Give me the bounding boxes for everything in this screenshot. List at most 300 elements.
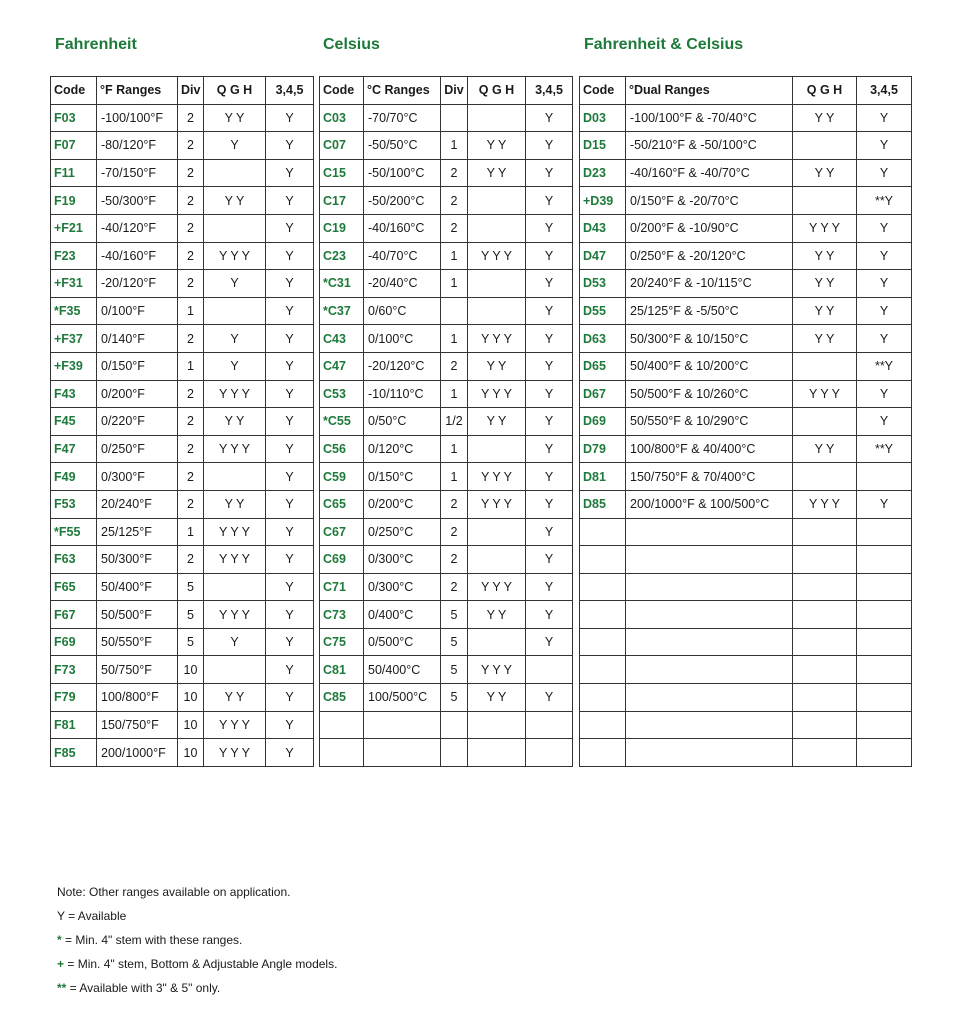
note-line — [57, 880, 337, 904]
code-cell: *C31 — [320, 270, 364, 298]
range-cell: 0/150°C — [364, 463, 441, 491]
range-cell: 50/400°F & 10/200°C — [626, 352, 793, 380]
table-row — [320, 601, 573, 629]
table-row — [51, 656, 314, 684]
value-cell: 5 — [178, 628, 204, 656]
range-cell: -40/120°F — [97, 214, 178, 242]
table-row — [320, 684, 573, 712]
range-cell: 50/500°F — [97, 601, 178, 629]
range-cell — [626, 546, 793, 574]
value-cell — [857, 684, 912, 712]
value-cell — [526, 656, 573, 684]
table-row — [51, 518, 314, 546]
value-cell — [793, 656, 857, 684]
value-cell: Y — [526, 601, 573, 629]
value-cell — [793, 352, 857, 380]
value-cell: 1 — [178, 297, 204, 325]
code-cell: C47 — [320, 352, 364, 380]
value-cell: Y — [266, 380, 314, 408]
value-cell — [468, 104, 526, 132]
value-cell: Y — [857, 297, 912, 325]
value-cell: Y Y Y — [204, 546, 266, 574]
value-cell: Y — [526, 325, 573, 353]
value-cell — [857, 518, 912, 546]
value-cell — [793, 132, 857, 160]
value-cell: Y — [266, 242, 314, 270]
value-cell: Y Y — [793, 159, 857, 187]
value-cell — [468, 297, 526, 325]
table-row — [320, 104, 573, 132]
code-cell: F03 — [51, 104, 97, 132]
value-cell: Y — [857, 270, 912, 298]
range-cell: -70/70°C — [364, 104, 441, 132]
range-cell: -40/160°F & -40/70°C — [626, 159, 793, 187]
code-cell: C85 — [320, 684, 364, 712]
value-cell: 2 — [441, 352, 468, 380]
table-row — [51, 546, 314, 574]
code-cell: F73 — [51, 656, 97, 684]
table-row — [51, 214, 314, 242]
value-cell: Y — [857, 408, 912, 436]
table-row — [580, 628, 912, 656]
value-cell: Y — [266, 684, 314, 712]
range-cell: 0/200°F & -10/90°C — [626, 214, 793, 242]
value-cell: Y — [857, 490, 912, 518]
table-row — [580, 380, 912, 408]
value-cell: 10 — [178, 656, 204, 684]
value-cell: Y — [266, 628, 314, 656]
value-cell: 1/2 — [441, 408, 468, 436]
code-cell: C59 — [320, 463, 364, 491]
value-cell: **Y — [857, 352, 912, 380]
value-cell: Y Y Y — [793, 214, 857, 242]
value-cell: Y Y Y — [468, 463, 526, 491]
table-row — [51, 297, 314, 325]
range-cell: 0/250°C — [364, 518, 441, 546]
value-cell: Y — [526, 187, 573, 215]
range-cell: 0/100°C — [364, 325, 441, 353]
range-cell: -20/120°C — [364, 352, 441, 380]
column-header: Q G H — [793, 77, 857, 105]
column-header: 3,4,5 — [266, 77, 314, 105]
code-cell: D69 — [580, 408, 626, 436]
table-row — [320, 242, 573, 270]
value-cell: Y — [266, 463, 314, 491]
table-row — [580, 159, 912, 187]
value-cell: 2 — [441, 573, 468, 601]
range-cell — [364, 739, 441, 767]
code-cell: C19 — [320, 214, 364, 242]
table-row — [320, 546, 573, 574]
table-row — [580, 352, 912, 380]
fahrenheit-section-title: Fahrenheit — [55, 36, 137, 53]
code-cell: +F21 — [51, 214, 97, 242]
value-cell: 5 — [441, 601, 468, 629]
code-cell: *F55 — [51, 518, 97, 546]
table-row — [320, 518, 573, 546]
value-cell: Y Y Y — [468, 573, 526, 601]
value-cell: Y Y Y — [204, 739, 266, 767]
range-cell: -50/200°C — [364, 187, 441, 215]
range-cell — [626, 711, 793, 739]
range-cell: 0/150°F — [97, 352, 178, 380]
code-cell: F67 — [51, 601, 97, 629]
code-cell: D53 — [580, 270, 626, 298]
table-row — [580, 711, 912, 739]
code-cell: C03 — [320, 104, 364, 132]
value-cell: Y Y — [468, 601, 526, 629]
range-cell: 50/400°F — [97, 573, 178, 601]
table-row — [51, 187, 314, 215]
table-header-row — [580, 77, 912, 105]
value-cell: Y — [526, 214, 573, 242]
value-cell: Y — [266, 214, 314, 242]
range-cell: 150/750°F & 70/400°C — [626, 463, 793, 491]
value-cell: Y — [266, 297, 314, 325]
range-cell: 0/220°F — [97, 408, 178, 436]
value-cell: 2 — [441, 546, 468, 574]
value-cell — [204, 463, 266, 491]
table-row — [320, 656, 573, 684]
range-cell: 100/800°F & 40/400°C — [626, 435, 793, 463]
range-cell: -50/210°F & -50/100°C — [626, 132, 793, 160]
value-cell: Y — [857, 242, 912, 270]
value-cell — [468, 739, 526, 767]
value-cell: Y — [266, 325, 314, 353]
table-row — [320, 159, 573, 187]
value-cell: 10 — [178, 711, 204, 739]
table-row — [320, 270, 573, 298]
range-cell: 50/400°C — [364, 656, 441, 684]
value-cell: 2 — [178, 463, 204, 491]
value-cell — [793, 573, 857, 601]
value-cell: 2 — [178, 408, 204, 436]
value-cell: Y Y — [793, 297, 857, 325]
table-row — [320, 408, 573, 436]
code-cell — [320, 739, 364, 767]
table-row — [320, 739, 573, 767]
code-cell: D15 — [580, 132, 626, 160]
code-cell: F45 — [51, 408, 97, 436]
value-cell: Y Y — [793, 104, 857, 132]
range-cell: -50/50°C — [364, 132, 441, 160]
note-line — [57, 904, 337, 928]
value-cell: **Y — [857, 435, 912, 463]
value-cell — [468, 214, 526, 242]
value-cell: Y Y — [793, 242, 857, 270]
table-row — [320, 214, 573, 242]
value-cell: 2 — [178, 159, 204, 187]
value-cell: 2 — [441, 159, 468, 187]
code-cell: D85 — [580, 490, 626, 518]
value-cell: Y — [204, 270, 266, 298]
column-header: Q G H — [468, 77, 526, 105]
table-row — [51, 628, 314, 656]
table-row — [320, 132, 573, 160]
range-cell — [626, 656, 793, 684]
value-cell: Y — [857, 214, 912, 242]
value-cell: Y Y — [204, 408, 266, 436]
code-cell: C23 — [320, 242, 364, 270]
value-cell: Y — [266, 546, 314, 574]
code-cell: C65 — [320, 490, 364, 518]
table-row — [580, 546, 912, 574]
value-cell: Y Y Y — [204, 380, 266, 408]
table-row — [51, 270, 314, 298]
column-header: Code — [320, 77, 364, 105]
value-cell: 1 — [441, 132, 468, 160]
value-cell: 2 — [178, 214, 204, 242]
note-text: Note: Other ranges available on application. — [57, 885, 291, 899]
range-cell: 0/60°C — [364, 297, 441, 325]
table-row — [51, 573, 314, 601]
value-cell — [857, 463, 912, 491]
value-cell: Y — [526, 490, 573, 518]
value-cell: Y — [526, 270, 573, 298]
table-row — [580, 242, 912, 270]
table-row — [580, 518, 912, 546]
value-cell: Y — [266, 573, 314, 601]
range-cell: -20/40°C — [364, 270, 441, 298]
value-cell: 2 — [441, 187, 468, 215]
value-cell — [204, 573, 266, 601]
value-cell — [857, 739, 912, 767]
value-cell: Y — [266, 490, 314, 518]
value-cell: Y Y Y — [468, 656, 526, 684]
value-cell: Y — [266, 132, 314, 160]
code-cell: C73 — [320, 601, 364, 629]
table-row — [51, 601, 314, 629]
value-cell: Y Y — [468, 352, 526, 380]
notes-block — [57, 880, 337, 1000]
code-cell: D03 — [580, 104, 626, 132]
value-cell: 2 — [441, 518, 468, 546]
value-cell: 1 — [441, 463, 468, 491]
range-cell: 200/1000°F & 100/500°C — [626, 490, 793, 518]
value-cell: Y Y Y — [204, 435, 266, 463]
value-cell: Y — [857, 132, 912, 160]
table-row — [320, 187, 573, 215]
range-cell: -40/160°F — [97, 242, 178, 270]
code-cell: D23 — [580, 159, 626, 187]
value-cell: Y Y — [793, 325, 857, 353]
value-cell: 2 — [178, 546, 204, 574]
range-cell — [626, 739, 793, 767]
value-cell: Y — [204, 352, 266, 380]
range-cell: 50/550°F & 10/290°C — [626, 408, 793, 436]
range-cell — [364, 711, 441, 739]
value-cell: Y — [526, 518, 573, 546]
code-cell: F81 — [51, 711, 97, 739]
range-cell: -80/120°F — [97, 132, 178, 160]
code-cell — [580, 711, 626, 739]
code-cell: D47 — [580, 242, 626, 270]
value-cell: **Y — [857, 187, 912, 215]
value-cell: 2 — [178, 270, 204, 298]
table-row — [51, 711, 314, 739]
value-cell — [793, 628, 857, 656]
table-row — [580, 104, 912, 132]
value-cell — [793, 711, 857, 739]
value-cell: 1 — [441, 325, 468, 353]
table-row — [51, 684, 314, 712]
value-cell: Y Y Y — [468, 325, 526, 353]
code-cell — [320, 711, 364, 739]
code-cell: C53 — [320, 380, 364, 408]
note-symbol: * — [57, 933, 62, 947]
value-cell: 5 — [178, 573, 204, 601]
value-cell — [468, 628, 526, 656]
value-cell — [468, 711, 526, 739]
note-line — [57, 928, 337, 952]
range-cell: 0/200°F — [97, 380, 178, 408]
table-row — [320, 490, 573, 518]
value-cell: 2 — [441, 214, 468, 242]
code-cell: F43 — [51, 380, 97, 408]
dual-table — [579, 76, 912, 767]
range-cell: -20/120°F — [97, 270, 178, 298]
range-cell: 0/300°F — [97, 463, 178, 491]
range-cell: 100/500°C — [364, 684, 441, 712]
range-cell: -40/160°C — [364, 214, 441, 242]
value-cell: Y Y Y — [468, 490, 526, 518]
code-cell: F49 — [51, 463, 97, 491]
value-cell: Y Y — [204, 104, 266, 132]
value-cell — [468, 187, 526, 215]
table-row — [580, 490, 912, 518]
value-cell: Y — [266, 352, 314, 380]
range-cell: 0/250°F — [97, 435, 178, 463]
value-cell: Y — [526, 408, 573, 436]
value-cell: 5 — [441, 656, 468, 684]
value-cell — [793, 463, 857, 491]
code-cell — [580, 573, 626, 601]
value-cell: Y — [266, 711, 314, 739]
value-cell: Y Y — [468, 684, 526, 712]
range-cell: 150/750°F — [97, 711, 178, 739]
value-cell — [793, 546, 857, 574]
range-cell: 0/200°C — [364, 490, 441, 518]
table-row — [320, 380, 573, 408]
value-cell: Y Y Y — [204, 601, 266, 629]
code-cell — [580, 601, 626, 629]
code-cell: +D39 — [580, 187, 626, 215]
value-cell — [857, 546, 912, 574]
value-cell: Y — [266, 656, 314, 684]
range-cell: 0/120°C — [364, 435, 441, 463]
value-cell: Y — [526, 159, 573, 187]
value-cell: 1 — [441, 270, 468, 298]
code-cell: C56 — [320, 435, 364, 463]
table-row — [51, 739, 314, 767]
table-row — [320, 463, 573, 491]
code-cell: F65 — [51, 573, 97, 601]
table-row — [51, 132, 314, 160]
table-row — [320, 435, 573, 463]
range-cell: -40/70°C — [364, 242, 441, 270]
value-cell: 1 — [441, 435, 468, 463]
value-cell: Y — [204, 132, 266, 160]
code-cell: F63 — [51, 546, 97, 574]
code-cell — [580, 739, 626, 767]
value-cell: Y Y — [468, 132, 526, 160]
value-cell: 2 — [178, 490, 204, 518]
value-cell: Y — [266, 601, 314, 629]
table-row — [51, 159, 314, 187]
value-cell: 2 — [178, 132, 204, 160]
value-cell: Y — [526, 435, 573, 463]
code-cell: F47 — [51, 435, 97, 463]
range-cell: 50/550°F — [97, 628, 178, 656]
column-header: °C Ranges — [364, 77, 441, 105]
code-cell — [580, 656, 626, 684]
code-cell: F19 — [51, 187, 97, 215]
table-row — [580, 684, 912, 712]
code-cell: D43 — [580, 214, 626, 242]
table-row — [320, 352, 573, 380]
value-cell — [204, 159, 266, 187]
value-cell: 1 — [178, 518, 204, 546]
note-text: = Available with 3" & 5" only. — [66, 981, 221, 995]
range-cell: 0/250°F & -20/120°C — [626, 242, 793, 270]
value-cell: Y — [266, 739, 314, 767]
table-row — [320, 711, 573, 739]
code-cell: C75 — [320, 628, 364, 656]
celsius-section-title: Celsius — [323, 36, 380, 53]
range-cell — [626, 684, 793, 712]
table-row — [51, 380, 314, 408]
range-cell: 0/50°C — [364, 408, 441, 436]
table-row — [51, 490, 314, 518]
value-cell: 2 — [178, 187, 204, 215]
value-cell: 10 — [178, 684, 204, 712]
range-cell — [626, 573, 793, 601]
range-cell — [626, 601, 793, 629]
value-cell — [793, 739, 857, 767]
note-line — [57, 976, 337, 1000]
fahrenheit-table — [50, 76, 314, 767]
range-cell: 50/750°F — [97, 656, 178, 684]
column-header: °Dual Ranges — [626, 77, 793, 105]
table-row — [320, 325, 573, 353]
value-cell — [793, 187, 857, 215]
code-cell: F07 — [51, 132, 97, 160]
column-header: Code — [51, 77, 97, 105]
value-cell: Y — [857, 325, 912, 353]
value-cell: 2 — [441, 490, 468, 518]
code-cell: C81 — [320, 656, 364, 684]
table-row — [580, 214, 912, 242]
value-cell: Y — [204, 325, 266, 353]
table-row — [580, 187, 912, 215]
value-cell — [468, 518, 526, 546]
range-cell: 50/300°F — [97, 546, 178, 574]
value-cell: Y — [266, 518, 314, 546]
value-cell — [857, 573, 912, 601]
value-cell — [204, 214, 266, 242]
code-cell: F11 — [51, 159, 97, 187]
code-cell: C67 — [320, 518, 364, 546]
value-cell: Y — [526, 573, 573, 601]
range-cell: 0/140°F — [97, 325, 178, 353]
value-cell — [793, 518, 857, 546]
table-row — [580, 739, 912, 767]
column-header: 3,4,5 — [857, 77, 912, 105]
range-cell: 0/300°C — [364, 546, 441, 574]
value-cell: Y Y Y — [793, 380, 857, 408]
value-cell: Y — [526, 132, 573, 160]
code-cell: *C37 — [320, 297, 364, 325]
